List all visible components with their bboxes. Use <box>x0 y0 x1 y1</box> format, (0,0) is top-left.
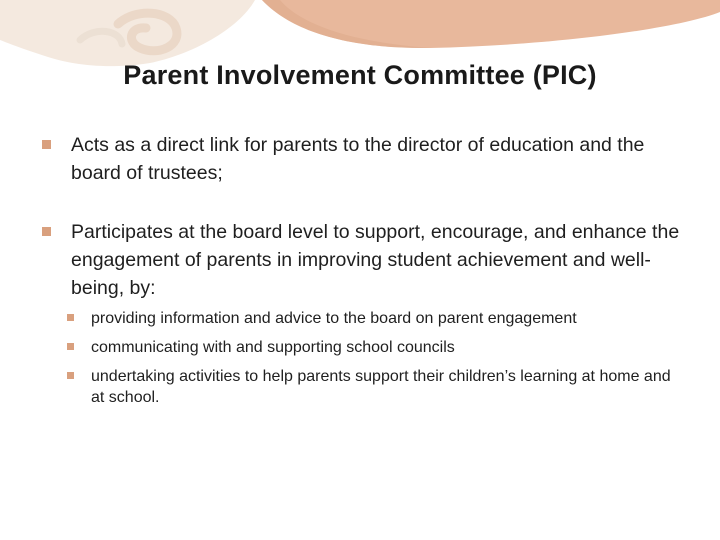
bullet-square-icon <box>42 140 51 149</box>
sub-bullet-item <box>67 366 682 408</box>
slide-title: Parent Involvement Committee (PIC) <box>123 60 597 90</box>
bullet-item <box>42 131 682 187</box>
bullet-square-icon <box>42 227 51 236</box>
sub-bullet-square-icon <box>67 314 74 321</box>
sub-bullet-square-icon <box>67 372 74 379</box>
bullet-list <box>42 131 682 416</box>
sub-bullet-text: providing information and advice to the board on parent engagement <box>91 310 577 327</box>
header-band <box>262 0 720 48</box>
bullet-text: Acts as a direct link for parents to the director of education and the board of trustees; <box>71 134 645 184</box>
bullet-item <box>42 218 682 408</box>
sub-bullet-text: undertaking activities to help parents support their children’s learning at home and at school. <box>91 368 671 406</box>
sub-bullet-list <box>67 308 682 408</box>
sub-bullet-item <box>67 337 682 358</box>
sub-bullet-square-icon <box>67 343 74 350</box>
bullet-text: Participates at the board level to support, encourage, and enhance the engagement of parents in improving student achievement and well-being, by: <box>71 221 680 299</box>
sub-bullet-text: communicating with and supporting school councils <box>91 339 455 356</box>
header-swirl-shape <box>0 0 255 66</box>
sub-bullet-item <box>67 308 682 329</box>
